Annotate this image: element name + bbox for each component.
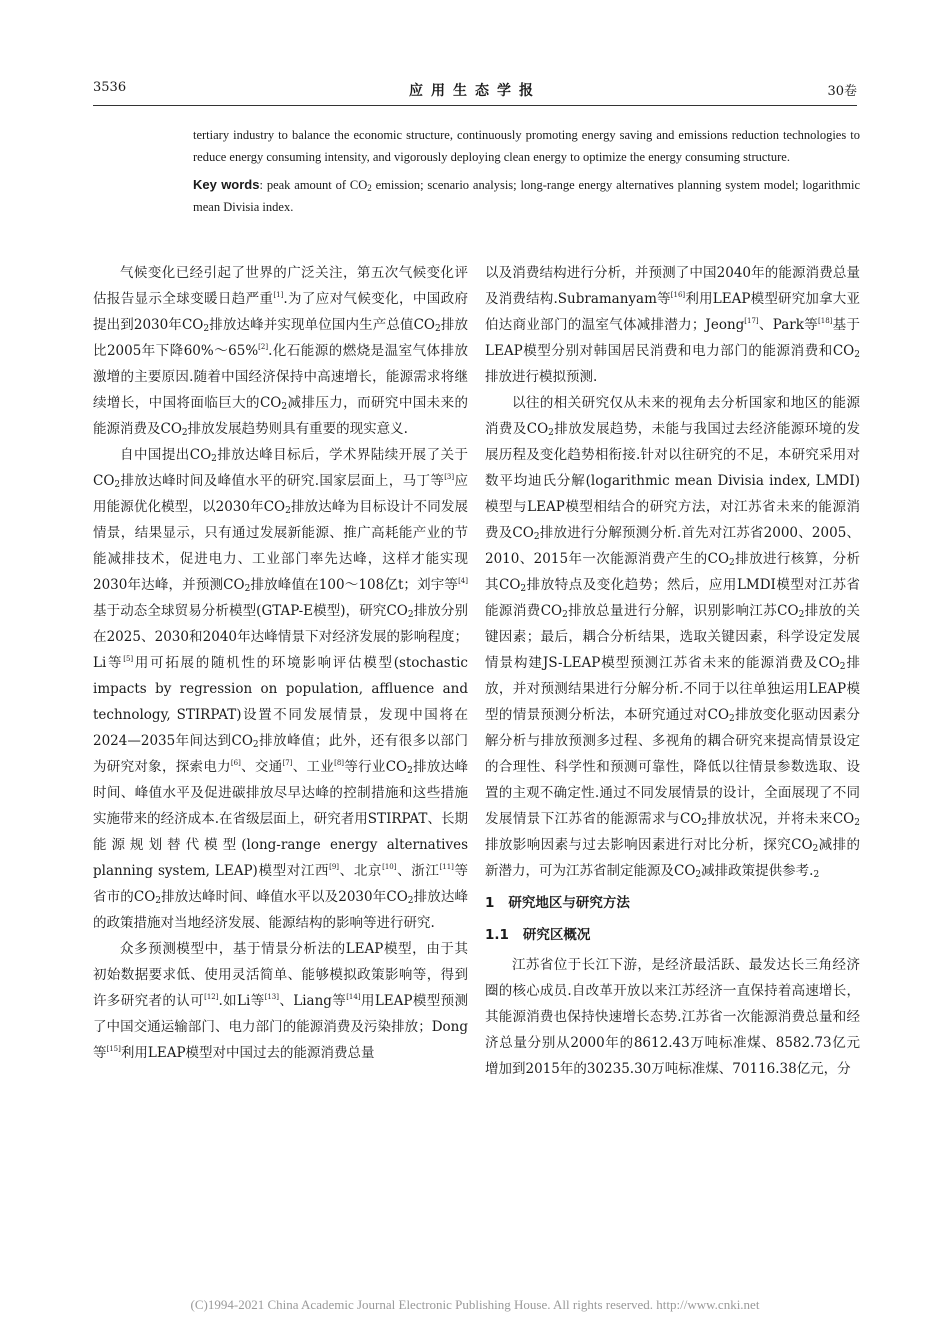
abstract-text: tertiary industry to balance the economic structure, continuously promoting energy saving and emissions reduction technologies to reduce energy consuming intensity, and vigorously deploying clean energy to optimize the energy consuming structure. xyxy=(193,128,860,164)
section-heading-1-1: 1.1 研究区概况 xyxy=(485,927,591,943)
paragraph: 气候变化已经引起了世界的广泛关注，第五次气候变化评估报告显示全球变暖日趋严重[1].为了应对气候变化，中国政府提出到2030年$CO_2$排放达峰并实现单位国内生产总值$CO_2$排放比2005年下降60%～65%[2].化石能源的燃烧是温室气体排放激增的主要原因.随着中国经济保持中高速增长，能源需求将继续增长，中国将面临巨大的$CO_2$减排压力，而研究中国未来的能源消费及$CO_2$排放发展趋势则具有重要的现实意义. xyxy=(93,265,468,438)
paragraph: 江苏省位于长江下游，是经济最活跃、最发达长三角经济圈的核心成员.自改革开放以来江苏经济一直保持着高速增长，其能源消费也保持快速增长态势.江苏省一次能源消费总量和经济总量分别从2000年的8612.43万吨标准煤、8582.73亿元增加到2015年的30235.30万吨标准煤、70116.38亿元，分 xyxy=(485,957,860,1077)
section-heading-1: 1 研究地区与研究方法 xyxy=(485,895,630,911)
page-header xyxy=(93,80,857,102)
keywords: Key words: peak amount of $CO_2$ emission; scenario analysis; long-range energy alternatives planning system model; logarithmic mean Divisia index. xyxy=(193,177,861,214)
journal-title: 应用生态学报 xyxy=(409,83,541,99)
page-number: 3536 xyxy=(93,80,127,95)
paragraph: 自中国提出$CO_2$排放达峰目标后，学术界陆续开展了关于$CO_2$排放达峰时间及峰值水平的研究.国家层面上，马丁等[3]应用能源优化模型，以2030年$CO_2$排放达峰为目标设计不同发展情景，结果显示，只有通过发展新能源、推广高耗能产业的节能减排技术，促进电力、工业部门率先达峰，这样才能实现2030年达峰，并预测$CO_2$排放峰值在100～108亿t；刘宇等[4]基于动态全球贸易分析模型(GTAP-E模型)，研究$CO_2$排放分别在2025、2030和2040年达峰情景下对经济发展的影响程度；Li等[5]用可拓展的随机性的环境影响评估模型(stochastic impacts by regression on population, affluence and technology, STIRPAT)设置不同发展情景，发现中国将在2024—2035年间达到$CO_2$排放峰值；此外，还有很多以部门为研究对象，探索电力[6]、交通[7]、工业[8]等行业$CO_2$排放达峰时间、峰值水平及促进碳排放尽早达峰的控制措施和这些措施实施带来的经济成本.在省级层面上，研究者用STIRPAT、长期能源规划替代模型(long-range energy alternatives planning system, LEAP)模型对江西[9]、北京[10]、浙江[11]等省市的$CO_2$排放达峰时间、峰值水平以及2030年$CO_2$排放达峰的政策措施对当地经济发展、能源结构的影响等进行研究. xyxy=(93,447,469,931)
abstract-continuation xyxy=(193,124,860,218)
header-rule xyxy=(93,105,857,106)
paragraph: 以往的相关研究仅从未来的视角去分析国家和地区的能源消费及$CO_2$排放发展趋势，未能与我国过去经济能源环境的发展历程及变化趋势相衔接.针对以往研究的不足，本研究采用对数平均迪氏分解(logarithmic mean Divisia index, LMDI)模型与LEAP模型相结合的研究方法，对江苏省未来的能源消费及$CO_2$排放进行分解预测分析.首先对江苏省2000、2005、2010、2015年一次能源消费产生的$CO_2$排放进行核算，分析其$CO_2$排放特点及变化趋势；然后，应用LMDI模型对江苏省能源消费$CO_2$排放总量进行分解，识别影响江苏$CO_2$排放的关键因素；最后，耦合分析结果，选取关键因素，科学设定发展情景构建JS-LEAP模型预测江苏省未来的能源消费及$CO_2$排放，并对预测结果进行分解分析.不同于以往单独运用LEAP模型的情景预测分析法，本研究通过对$CO_2$排放变化驱动因素分解分析与排放预测多过程、多视角的耦合研究来提高情景设定的合理性、科学性和预测可靠性，降低以往情景参数选取、设置的主观不确定性.通过不同发展情景的设计，全面展现了不同发展情景下江苏省的能源需求与$CO_2$排放状况，并将未来$CO_2$排放影响因素与过去影响因素进行对比分析，探究$CO_2$减排的新潜力，可为江苏省制定能源及$CO_2$减排政策提供参考$._2$ xyxy=(485,395,861,880)
paragraph: 众多预测模型中，基于情景分析法的LEAP模型，由于其初始数据要求低、使用灵活简单、能够模拟政策影响等，得到许多研究者的认可[12].如Li等[13]、Liang等[14]用LEAP模型预测了中国交通运输部门、电力部门的能源消费及污染排放；Dong等[15]利用LEAP模型对中国过去的能源消费总量 xyxy=(93,941,469,1061)
keywords-label: Key words xyxy=(193,177,260,192)
right-column xyxy=(485,260,860,1082)
left-column xyxy=(93,260,468,1066)
copyright-footer: (C)1994-2021 China Academic Journal Electronic Publishing House. All rights reserved. http://www.cnki.net xyxy=(190,1297,760,1312)
volume-label: 30卷 xyxy=(827,84,857,99)
paragraph: 以及消费结构进行分析，并预测了中国2040年的能源消费总量及消费结构.Subramanyam等[16]利用LEAP模型研究加拿大亚伯达商业部门的温室气体减排潜力；Jeong[17]、Park等[18]基于LEAP模型分别对韩国居民消费和电力部门的能源消费和$CO_2$排放进行模拟预测. xyxy=(485,265,861,385)
